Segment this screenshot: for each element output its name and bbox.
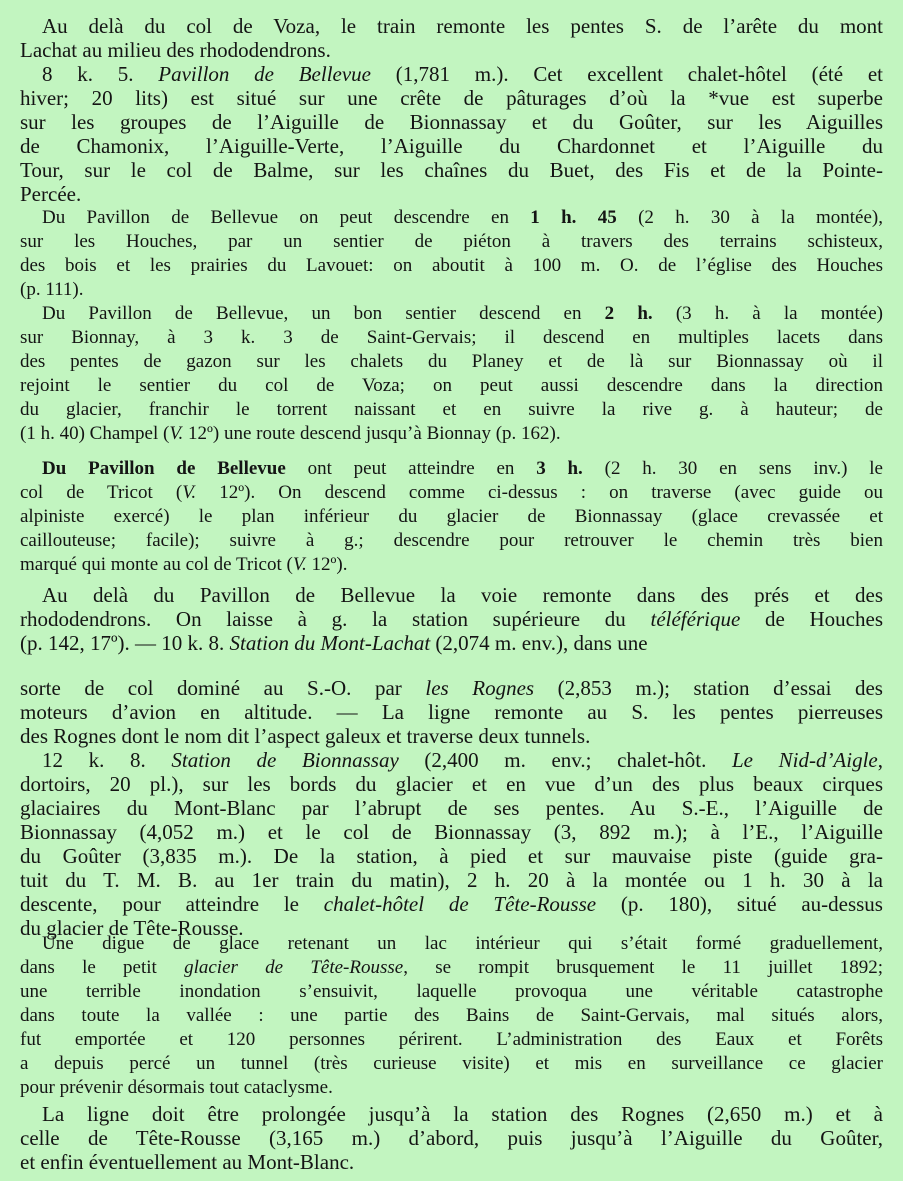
text-run: hiver; 20 lits) est situé sur une crête de pâturages d’où la *vue est superbe (20, 86, 883, 110)
text-run: et enfin éventuellement au Mont-Blanc. (20, 1150, 355, 1174)
text-run: (1,781 m.). Cet excellent chalet-hôtel (été et (371, 62, 883, 86)
text-line (20, 868, 883, 892)
text-run: 2 h. (604, 303, 653, 324)
text-line (20, 350, 883, 374)
text-line (20, 134, 883, 158)
text-run: téléférique (650, 607, 741, 631)
text-run: Au delà du Pavillon de Bellevue la voie remonte dans des prés et des (42, 583, 883, 607)
text-run: marqué qui monte au col de Tricot ( (20, 554, 293, 575)
text-run: pour prévenir désormais tout cataclysme. (20, 1077, 333, 1098)
text-run: 1 h. 45 (530, 207, 617, 228)
text-line (42, 206, 883, 230)
text-run: , (877, 748, 883, 772)
text-run: sur Bionnay, à 3 k. 3 de Saint-Gervais; il descend en multiples lacets dans (20, 327, 883, 348)
text-line (20, 505, 883, 529)
text-line (20, 1150, 883, 1174)
text-run: (3 h. à la montée) (652, 303, 883, 324)
text-run: V. (182, 482, 197, 503)
text-run: , se rompit brusquement le 11 juillet 1892; (403, 957, 883, 978)
text-line (42, 748, 883, 772)
text-line (42, 14, 883, 38)
text-run: 12º) une route descend jusqu’à Bionnay (p. 162). (183, 423, 561, 444)
text-line (20, 772, 883, 796)
text-run: Station de Bionnassay (171, 748, 399, 772)
text-line (20, 980, 883, 1004)
text-line (42, 1102, 883, 1126)
text-line (20, 607, 883, 631)
text-run: du glacier, franchir le torrent naissant et en suivre la rive g. à hauteur; de (20, 399, 883, 420)
text-run: Tour, sur le col de Balme, sur les chaînes du Buet, des Fis et de la Pointe- (20, 158, 883, 182)
text-run: moteurs d’avion en altitude. — La ligne remonte au S. les pentes pierreuses (20, 700, 883, 724)
text-run: dortoirs, 20 pl.), sur les bords du glacier et en vue d’un des plus beaux cirques (20, 772, 883, 796)
text-run: descente, pour atteindre le (20, 892, 324, 916)
text-line (42, 457, 883, 481)
text-run: col de Tricot ( (20, 482, 183, 503)
text-run: sur les Houches, par un sentier de piéton à travers des terrains schisteux, (20, 231, 883, 252)
text-run: Station du Mont-Lachat (229, 631, 431, 655)
text-line (20, 631, 883, 655)
text-run: caillouteuse; facile); suivre à g.; descendre pour retrouver le chemin très bien (20, 530, 883, 551)
text-run: rhododendrons. On laisse à g. la station supérieure du (20, 607, 651, 631)
text-run: tuit du T. M. B. au 1er train du matin), 2 h. 20 à la montée ou 1 h. 30 à la (20, 868, 883, 892)
text-run: 12º). On descend comme ci-dessus : on traverse (avec guide ou (196, 482, 883, 503)
text-run: 3 h. (536, 458, 583, 479)
text-run: (1 h. 40) Champel ( (20, 423, 170, 444)
text-run: une terrible inondation s’ensuivit, laquelle provoqua une véritable catastrophe (20, 981, 883, 1002)
text-line (20, 110, 883, 134)
text-run: La ligne doit être prolongée jusqu’à la station des Rognes (2,650 m.) et à (42, 1102, 883, 1126)
text-line (20, 182, 883, 206)
text-run: V. (292, 554, 307, 575)
text-run: Du Pavillon de Bellevue on peut descendre en (42, 207, 531, 228)
text-run: de Chamonix, l’Aiguille-Verte, l’Aiguille du Chardonnet et l’Aiguille du (20, 134, 883, 158)
text-run: (p. 142, 17º). — 10 k. 8. (20, 631, 230, 655)
text-line (42, 932, 883, 956)
text-line (20, 820, 883, 844)
text-line (20, 481, 883, 505)
text-run: 8 k. 5. (42, 62, 159, 86)
text-run: alpiniste exercé) le plan inférieur du glacier de Bionnassay (glace crevassée et (20, 506, 883, 527)
text-line (20, 892, 883, 916)
text-run: Le Nid-d’Aigle (731, 748, 878, 772)
text-line (20, 1076, 883, 1100)
text-run: (2,400 m. env.; chalet-hôt. (398, 748, 732, 772)
text-run: V. (169, 423, 184, 444)
text-line (20, 676, 883, 700)
text-run: 12º). (306, 554, 348, 575)
text-line (20, 1028, 883, 1052)
text-line (20, 724, 883, 748)
text-run: rejoint le sentier du col de Voza; on peut aussi descendre dans la direction (20, 375, 883, 396)
text-line (20, 553, 883, 577)
text-line (20, 700, 883, 724)
text-run: des Rognes dont le nom dit l’aspect galeux et traverse deux tunnels. (20, 724, 591, 748)
text-run: glacier de Tête-Rousse (184, 957, 404, 978)
text-run: Une digue de glace retenant un lac intérieur qui s’était formé graduellement, (42, 933, 883, 954)
text-line (42, 583, 883, 607)
text-run: chalet-hôtel de Tête-Rousse (323, 892, 597, 916)
text-run: 12 k. 8. (42, 748, 172, 772)
text-run: dans toute la vallée : une partie des Bains de Saint-Gervais, mal situés alors, (20, 1005, 883, 1026)
text-run: Percée. (20, 182, 82, 206)
text-line (20, 254, 883, 278)
text-run: ont peut atteindre en (285, 458, 537, 479)
text-run: sur les groupes de l’Aiguille de Bionnassay et du Goûter, sur les Aiguilles (20, 110, 883, 134)
text-run: Pavillon de Bellevue (158, 62, 371, 86)
text-line (20, 86, 883, 110)
text-run: celle de Tête-Rousse (3,165 m.) d’abord, puis jusqu’à l’Aiguille du Goûter, (20, 1126, 883, 1150)
text-run: des bois et les prairies du Lavouet: on aboutit à 100 m. O. de l’église des Houches (20, 255, 883, 276)
text-line (20, 1052, 883, 1076)
text-run: du glacier de Tête-Rousse. (20, 916, 244, 940)
text-run: (p. 111). (20, 279, 84, 300)
text-line (42, 302, 883, 326)
text-line (20, 1004, 883, 1028)
text-run: (2 h. 30 en sens inv.) le (582, 458, 883, 479)
text-run: Du Pavillon de Bellevue (42, 458, 286, 479)
text-run: a depuis percé un tunnel (très curieuse visite) et mis en surveillance ce glacier (20, 1053, 883, 1074)
text-line (42, 62, 883, 86)
text-run: (p. 180), situé au-dessus (596, 892, 883, 916)
text-line (20, 326, 883, 350)
text-run: Lachat au milieu des rhododendrons. (20, 38, 331, 62)
text-run: fut emportée et 120 personnes périrent. L’administration des Eaux et Forêts (20, 1029, 883, 1050)
text-line (20, 38, 883, 62)
text-run: des pentes de gazon sur les chalets du Planey et de là sur Bionnassay où il (20, 351, 883, 372)
text-line (20, 398, 883, 422)
text-run: Au delà du col de Voza, le train remonte les pentes S. de l’arête du mont (42, 14, 883, 38)
text-run: sorte de col dominé au S.-O. par (20, 676, 426, 700)
text-run: (2 h. 30 à la montée), (616, 207, 883, 228)
text-run: Bionnassay (4,052 m.) et le col de Bionnassay (3, 892 m.); à l’E., l’Aiguille (20, 820, 883, 844)
text-line (20, 278, 883, 302)
text-run: du Goûter (3,835 m.). De la station, à pied et sur mauvaise piste (guide gra- (20, 844, 883, 868)
text-line (20, 1126, 883, 1150)
text-run: (2,074 m. env.), dans une (430, 631, 648, 655)
text-run: glaciaires du Mont-Blanc par l’abrupt de ses pentes. Au S.-E., l’Aiguille de (20, 796, 883, 820)
text-line (20, 230, 883, 254)
text-line (20, 956, 883, 980)
text-line (20, 796, 883, 820)
text-line (20, 374, 883, 398)
text-run: (2,853 m.); station d’essai des (534, 676, 883, 700)
text-line (20, 422, 883, 446)
text-line (20, 844, 883, 868)
text-run: les Rognes (425, 676, 535, 700)
text-run: Du Pavillon de Bellevue, un bon sentier descend en (42, 303, 605, 324)
text-run: de Houches (740, 607, 883, 631)
text-line (20, 158, 883, 182)
text-run: dans le petit (20, 957, 185, 978)
text-line (20, 529, 883, 553)
